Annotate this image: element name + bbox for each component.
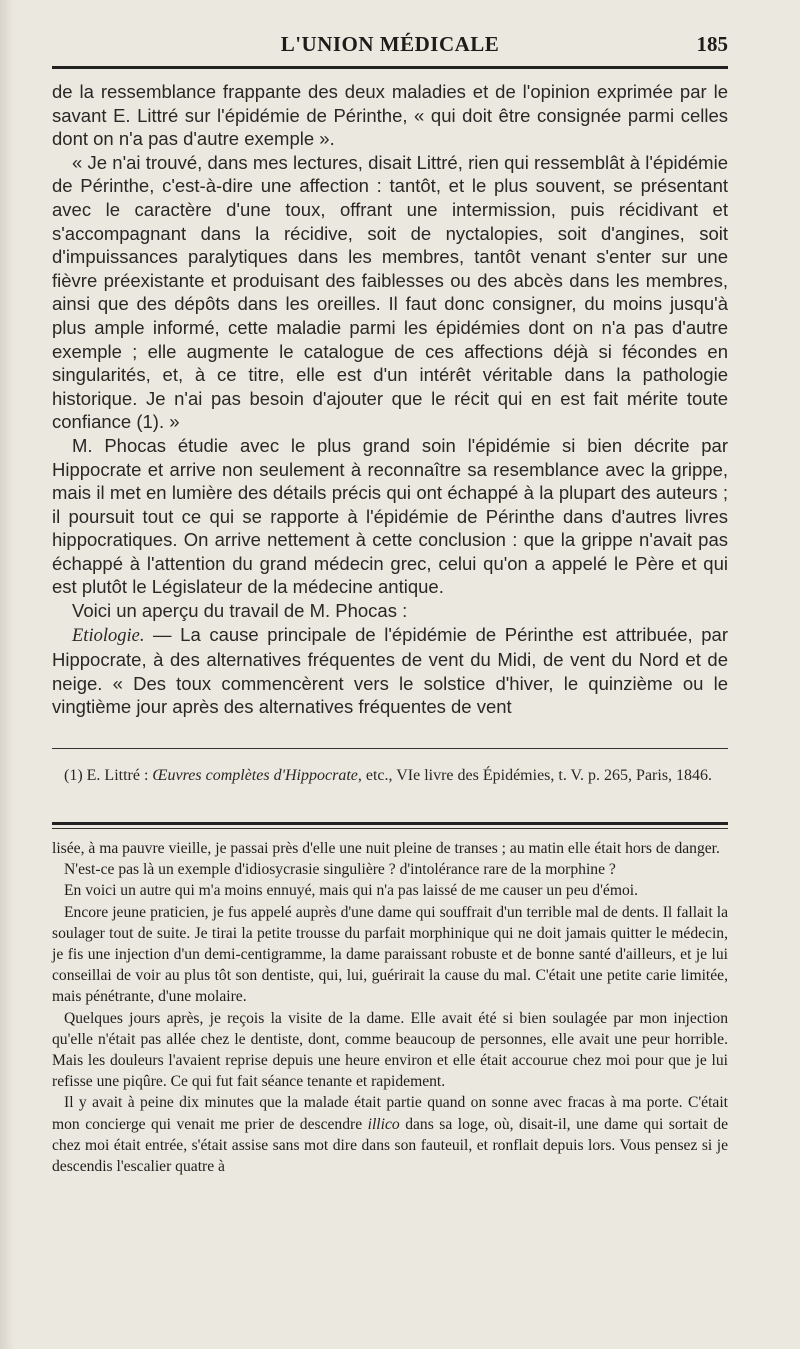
paragraph: Quelques jours après, je reçois la visite de la dame. Elle avait été si bien soulagée par mon injection qu'elle n'était pas allée chez le dentiste, dont, comme beaucoup de personnes, elle avait une peur horrible. Mais les douleurs l'avaient reprise depuis une heure environ et elle était accourue chez moi pour que je lui refisse une piqûre. Ce qui fut fait séance tenante et rapidement. bbox=[52, 1009, 728, 1091]
paragraph: En voici un autre qui m'a moins ennuyé, mais qui n'a pas laissé de me causer un peu d'émoi. bbox=[64, 882, 638, 900]
paragraph: N'est-ce pas là un exemple d'idiosycrasie singulière ? d'intolérance rare de la morphine ? bbox=[64, 861, 616, 879]
feuilleton-rule-top bbox=[52, 822, 728, 825]
italic-word: illico bbox=[367, 1115, 400, 1133]
feuilleton-rule-bottom bbox=[52, 828, 728, 829]
paragraph: M. Phocas étudie avec le plus grand soin l'épidémie si bien décrite par Hippocrate et arrive non seulement à reconnaître sa resemblance avec la grippe, mais il met en lumière des détails précis qui ont échappé à la plupart des auteurs ; il poursuit tout ce qui se rapporte à l'épidémie de Périnthe dans d'autres livres hippocratiques. On arrive nettement à cette conclusion : que la grippe n'avait pas échappé à l'attention du grand médecin grec, celui qu'on a appelé le Père et qui est plutôt le Législateur de la médecine antique. bbox=[52, 434, 728, 598]
feuilleton-column bbox=[52, 838, 728, 1177]
footnote-suffix: , etc., VIe livre des Épidémies, t. V. p. 265, Paris, 1846. bbox=[357, 767, 713, 784]
running-title: L'UNION MÉDICALE bbox=[280, 32, 500, 56]
footnote-rule bbox=[52, 748, 728, 749]
paragraph bbox=[52, 1092, 728, 1177]
header-rule bbox=[52, 66, 728, 69]
page-header bbox=[52, 28, 728, 64]
page-number: 185 bbox=[696, 32, 728, 56]
etiologie-paragraph bbox=[52, 623, 728, 719]
main-column bbox=[52, 80, 728, 719]
paragraph-text: Il y avait à peine dix minutes que la malade était partie quand on sonne avec fracas à ma porte. C'était mon concierge qui venait me prier de descendre bbox=[52, 1094, 728, 1133]
page-binding-edge bbox=[0, 0, 14, 1349]
paragraph: de la ressemblance frappante des deux maladies et de l'opinion exprimée par le savant E. Littré sur l'épidémie de Périnthe, « qui doit être consignée parmi celles dont on n'a pas d'autre exemple ». bbox=[52, 81, 728, 150]
paragraph-text: dans sa loge, où, disait-il, une dame qui sortait de chez moi était entrée, s'était assise sans mot dire dans son fauteuil, et ronflait depuis lors. Vous pensez si je descendis l'escalier quatre à bbox=[52, 1115, 728, 1176]
paragraph: Encore jeune praticien, je fus appelé auprès d'une dame qui souffrait d'un terrible mal de dents. Il fallait la soulager tout de suite. Je tirai la petite trousse du parfait morphinique qui ne doit jamais quitter le médecin, je fis une injection d'un demi-centigramme, la dame paraissant robuste et de bonne santé d'ailleurs, et je lui conseillai de voir au plus tôt son dentiste, qui, lui, guérirait la cause du mal. C'était une petite carie limitée, mais pénétrante, d'une molaire. bbox=[52, 903, 728, 1006]
footnote-prefix: (1) E. Littré : bbox=[64, 767, 153, 784]
footnote-title: Œuvres complètes d'Hippocrate bbox=[152, 767, 358, 784]
paragraph: Voici un aperçu du travail de M. Phocas : bbox=[72, 600, 408, 622]
footnote bbox=[52, 765, 728, 786]
littre-quote: « Je n'ai trouvé, dans mes lectures, disait Littré, rien qui ressemblât à l'épidémie de Périnthe, c'est-à-dire une affection : tantôt, et le plus souvent, se présentant avec le caractère d'une toux, offrant une intermission, puis récidivant et s'accompagnant dans la récidive, soit de nyctalopies, soit d'angines, soit d'impuissances paralytiques dans les membres, tantôt venant s'enter sur une fièvre préexistante et produisant des faiblesses ou des abcès dans les membres, ainsi que des dépôts dans les oreilles. Il faut donc consigner, du moins jusqu'à plus ample informé, cette maladie parmi les épidémies dont on n'a pas d'autre exemple ; elle augmente le catalogue de ces affections déjà si fécondes en singularités, et, à ce titre, elle est d'un intérêt véritable dans la pathologie historique. Je n'ai pas besoin d'ajouter que le récit qui en est fait mérite toute confiance (1). » bbox=[52, 151, 728, 433]
section-label: Etiologie. bbox=[72, 625, 145, 646]
paragraph: lisée, à ma pauvre vieille, je passai près d'elle une nuit pleine de transes ; au matin elle était hors de danger. bbox=[52, 840, 720, 857]
paragraph-text: — La cause principale de l'épidémie de Périnthe est attribuée, par Hippocrate, à des alternatives fréquentes de vent du Midi, de vent du Nord et de neige. « Des toux commencèrent vers le solstice d'hiver, le quinzième ou le vingtième jour après des alternatives fréquentes de vent bbox=[52, 623, 728, 718]
